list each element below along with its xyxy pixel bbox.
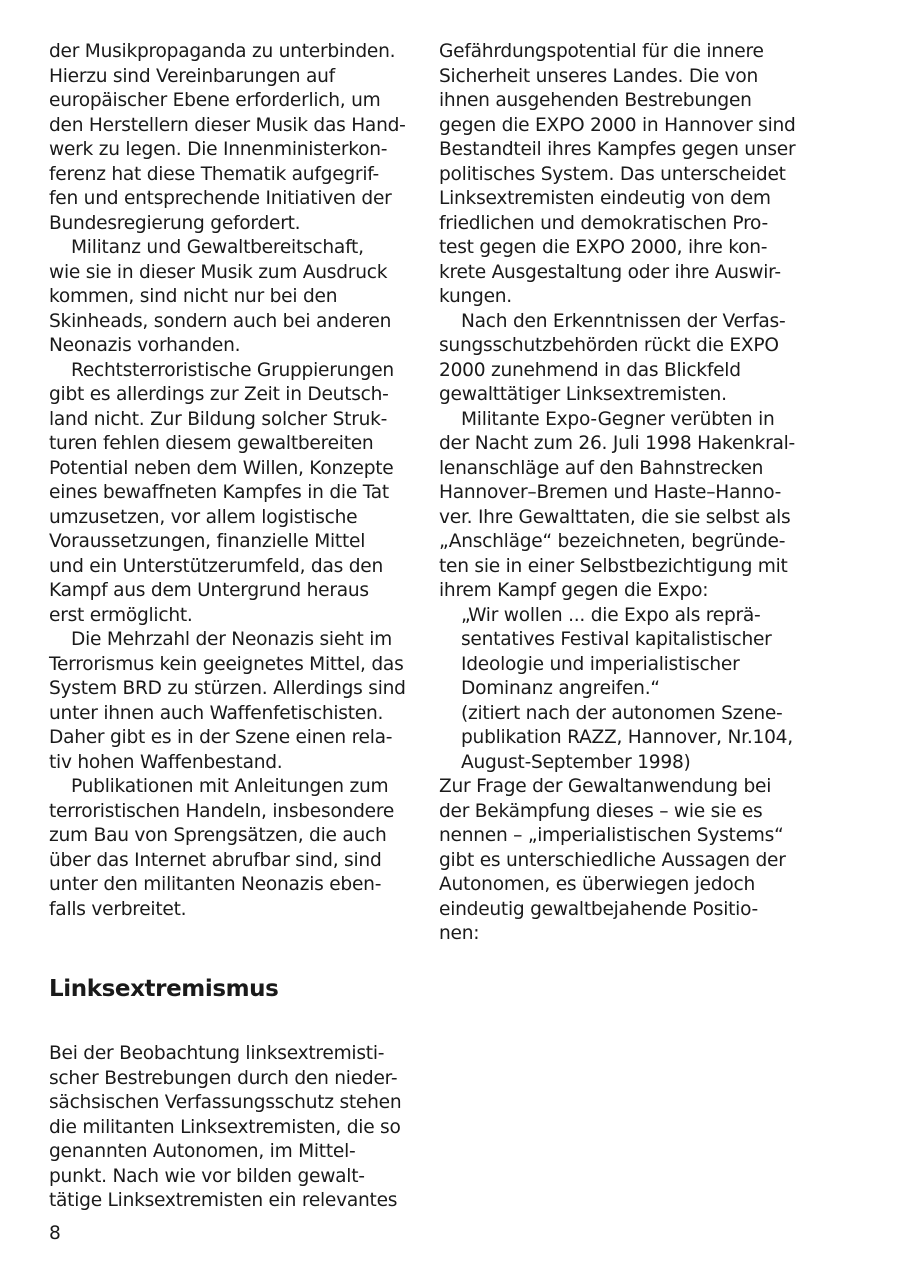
text-line: Die Mehrzahl der Neonazis sieht im <box>71 629 393 650</box>
text-line: August-September 1998) <box>461 751 691 773</box>
text-line: sentatives Festival kapitalistischer <box>461 629 772 650</box>
text-line: „Wir wollen ... die Expo als reprä- <box>461 604 761 626</box>
text-line: Bestandteil ihres Kampfes gegen unser <box>439 139 796 160</box>
text-line: erst ermöglicht. <box>49 604 193 626</box>
text-line: Dominanz angreifen.“ <box>461 678 660 699</box>
text-line: eindeutig gewaltbejahende Positio- <box>439 898 759 920</box>
text-line: Bundesregierung gefordert. <box>49 212 301 234</box>
text-line: über das Internet abrufbar sind, sind <box>49 849 382 871</box>
section-intro <box>49 1042 411 1214</box>
text-line: Hannover–Bremen und Haste–Hanno- <box>439 482 782 503</box>
text-line: Terrorismus kein geeignetes Mittel, das <box>49 653 404 675</box>
text-line: turen fehlen diesem gewaltbereiten <box>49 433 374 454</box>
text-line: Sicherheit unseres Landes. Die von <box>439 65 759 87</box>
text-line: europäischer Ebene erforderlich, um <box>49 90 381 111</box>
right-column <box>439 40 804 947</box>
text-line: gegen die EXPO 2000 in Hannover sind <box>439 114 796 136</box>
text-line: ver. Ihre Gewalttaten, die sie selbst als <box>439 506 791 528</box>
section-heading: Linksextremismus <box>49 976 279 1002</box>
text-line: ten sie in einer Selbstbezichtigung mit <box>439 555 788 577</box>
text-line: nen: <box>439 923 480 944</box>
text-line: werk zu legen. Die Innenministerkon- <box>49 139 388 160</box>
page-number: 8 <box>49 1223 61 1244</box>
text-line: Gefährdungspotential für die innere <box>439 41 764 62</box>
text-line: ferenz hat diese Thematik aufgegrif- <box>49 163 379 185</box>
text-line: punkt. Nach wie vor bilden gewalt- <box>49 1165 365 1187</box>
text-line: 2000 zunehmend in das Blickfeld <box>439 359 741 381</box>
text-line: publikation RAZZ, Hannover, Nr.104, <box>461 727 793 748</box>
text-line: scher Bestrebungen durch den nieder- <box>49 1067 398 1089</box>
text-line: ihrem Kampf gegen die Expo: <box>439 580 709 601</box>
text-line: gibt es unterschiedliche Aussagen der <box>439 849 786 871</box>
text-line: Daher gibt es in der Szene einen rela- <box>49 727 393 748</box>
text-line: eines bewaffneten Kampfes in die Tat <box>49 482 389 503</box>
text-line: kommen, sind nicht nur bei den <box>49 286 338 307</box>
text-line: (zitiert nach der autonomen Szene- <box>461 702 783 724</box>
text-line: unter den militanten Neonazis eben- <box>49 874 382 895</box>
text-line: falls verbreitet. <box>49 898 187 920</box>
text-line: Potential neben dem Willen, Konzepte <box>49 457 394 479</box>
text-line: Linksextremisten eindeutig von dem <box>439 188 771 209</box>
text-line: Nach den Erkenntnissen der Verfas- <box>461 310 786 332</box>
text-line: lenanschläge auf den Bahnstrecken <box>439 457 764 479</box>
text-line: Publikationen mit Anleitungen zum <box>71 776 389 797</box>
text-line: friedlichen und demokratischen Pro- <box>439 212 768 234</box>
text-line: terroristischen Handeln, insbesondere <box>49 800 395 822</box>
text-line: sächsischen Verfassungsschutz stehen <box>49 1092 402 1113</box>
text-line: die militanten Linksextremisten, die so <box>49 1116 401 1138</box>
text-line: Voraussetzungen, finanzielle Mittel <box>49 531 366 552</box>
text-line: Kampf aus dem Untergrund heraus <box>49 580 369 601</box>
text-line: sungsschutzbehörden rückt die EXPO <box>439 335 779 356</box>
text-line: System BRD zu stürzen. Allerdings sind <box>49 678 406 699</box>
text-line: Hierzu sind Vereinbarungen auf <box>49 65 335 87</box>
text-line: „Anschläge“ bezeichneten, begründe- <box>439 531 786 552</box>
text-line: tiv hohen Waffenbestand. <box>49 751 283 773</box>
text-line: Militante Expo-Gegner verübten in <box>461 408 775 430</box>
text-line: genannten Autonomen, im Mittel- <box>49 1141 356 1162</box>
text-line: krete Ausgestaltung oder ihre Auswir- <box>439 261 781 283</box>
left-column <box>49 40 411 922</box>
text-line: gewalttätiger Linksextremisten. <box>439 384 727 405</box>
text-line: unter ihnen auch Waffenfetischisten. <box>49 702 384 724</box>
text-line: Neonazis vorhanden. <box>49 335 241 356</box>
text-line: kungen. <box>439 286 512 307</box>
text-line: Militanz und Gewaltbereitschaft, <box>71 237 364 258</box>
text-line: der Nacht zum 26. Juli 1998 Hakenkral- <box>439 433 795 454</box>
text-line: der Musikpropaganda zu unterbinden. <box>49 41 396 62</box>
text-line: Autonomen, es überwiegen jedoch <box>439 874 755 895</box>
text-line: ihnen ausgehenden Bestrebungen <box>439 90 752 111</box>
text-line: test gegen die EXPO 2000, ihre kon- <box>439 237 768 258</box>
text-line: Zur Frage der Gewaltanwendung bei <box>439 776 772 797</box>
text-line: Rechtsterroristische Gruppierungen <box>71 359 394 381</box>
text-line: umzusetzen, vor allem logistische <box>49 506 358 528</box>
text-line: gibt es allerdings zur Zeit in Deutsch- <box>49 384 389 405</box>
text-line: Bei der Beobachtung linksextremisti- <box>49 1043 385 1064</box>
text-line: politisches System. Das unterscheidet <box>439 163 786 185</box>
text-line: tätige Linksextremisten ein relevantes <box>49 1190 398 1211</box>
text-line: nennen – „imperialistischen Systems“ <box>439 825 784 846</box>
text-line: wie sie in dieser Musik zum Ausdruck <box>49 261 388 283</box>
text-line: fen und entsprechende Initiativen der <box>49 188 392 209</box>
text-line: der Bekämpfung dieses – wie sie es <box>439 800 763 822</box>
text-line: Skinheads, sondern auch bei anderen <box>49 310 392 332</box>
text-line: zum Bau von Sprengsätzen, die auch <box>49 825 387 846</box>
text-line: land nicht. Zur Bildung solcher Struk- <box>49 408 388 430</box>
text-line: und ein Unterstützerumfeld, das den <box>49 555 383 577</box>
text-line: den Herstellern dieser Musik das Hand- <box>49 114 406 136</box>
text-line: Ideologie und imperialistischer <box>461 653 740 675</box>
